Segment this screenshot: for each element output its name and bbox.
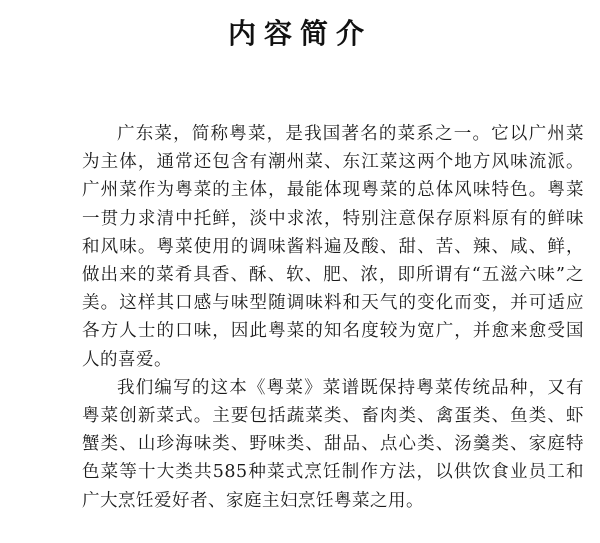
page-title: 内容简介: [227, 17, 372, 50]
body-text: [82, 120, 584, 515]
paragraph-contents: 我们编写的这本《粤菜》菜谱既保持粤菜传统品种，又有粤菜创新菜式。主要包括蔬菜类、畜肉类、禽蛋类、鱼类、虾蟹类、山珍海味类、野味类、甜品、点心类、汤羹类、家庭特色菜等十大类共585种菜式烹饪制作方法，以供饮食业员工和广大烹饪爱好者、家庭主妇烹饪粤菜之用。: [82, 377, 584, 511]
paragraph-intro: 广东菜，简称粤菜，是我国著名的菜系之一。它以广州菜为主体，通常还包含有潮州菜、东江菜这两个地方风味流派。广州菜作为粤菜的主体，最能体现粤菜的总体风味特色。粤菜一贯力求清中托鲜，淡中求浓，特别注意保存原料原有的鲜味和风味。粤菜使用的调味酱料遍及酸、甜、苦、辣、咸、鲜，做出来的菜肴具香、酥、软、肥、浓，即所谓有“五滋六味”之美。这样其口感与味型随调味料和天气的变化而变，并可适应各方人士的口味，因此粤菜的知名度较为宽广，并愈来愈受国人的喜爱。: [82, 124, 584, 370]
